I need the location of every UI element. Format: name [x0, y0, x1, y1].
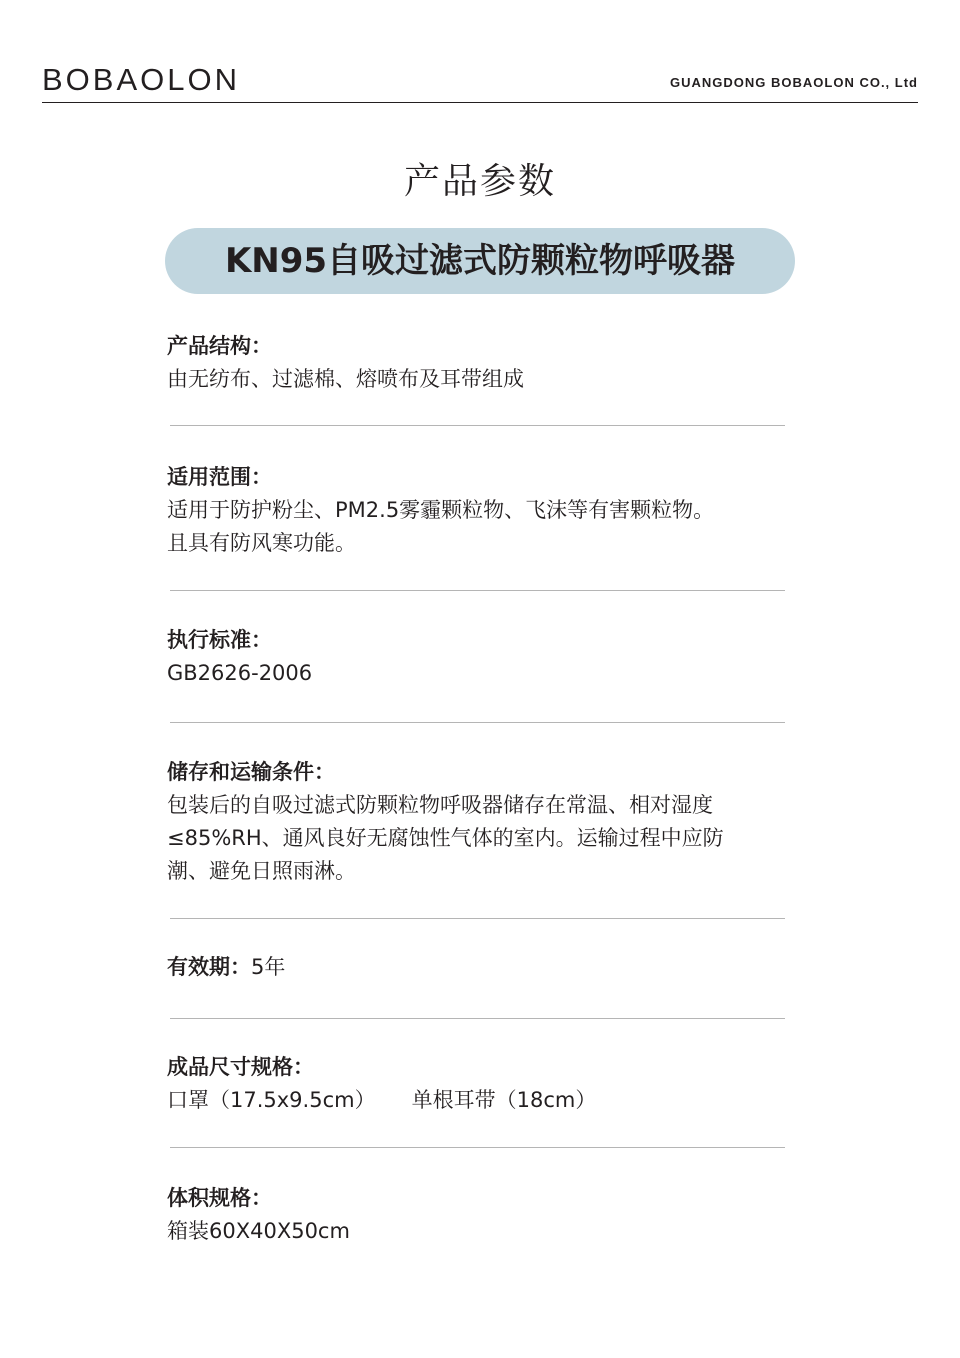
- page-title: 产品参数: [403, 161, 556, 202]
- section-volume: [167, 1182, 793, 1248]
- page-header: [42, 58, 918, 103]
- divider: [170, 918, 785, 919]
- structure-text: 由无纺布、过滤棉、熔喷布及耳带组成: [167, 367, 524, 391]
- divider: [170, 425, 785, 426]
- size-label: 成品尺寸规格：: [167, 1055, 314, 1079]
- section-validity: [167, 951, 793, 984]
- standard-text: GB2626-2006: [167, 661, 313, 685]
- storage-text-line1: 包装后的自吸过滤式防颗粒物呼吸器储存在常温、相对湿度: [167, 793, 713, 817]
- earloop-size: 单根耳带（18cm）: [411, 1088, 597, 1112]
- section-size: [167, 1051, 793, 1117]
- storage-text-line3: 潮、避免日照雨淋。: [167, 859, 356, 883]
- validity-text: 5年: [251, 955, 286, 979]
- divider: [170, 590, 785, 591]
- brand-logo: BOBAOLON: [42, 62, 240, 97]
- size-values: [167, 1084, 793, 1117]
- scope-label: 适用范围：: [167, 465, 272, 489]
- scope-text-line2: 且具有防风寒功能。: [167, 531, 356, 555]
- volume-text: 箱装60X40X50cm: [167, 1219, 350, 1243]
- scope-text-line1: 适用于防护粉尘、PM2.5雾霾颗粒物、飞沫等有害颗粒物。: [167, 498, 715, 522]
- company-name: GUANGDONG BOBAOLON CO., Ltd: [670, 75, 918, 90]
- validity-label: 有效期：: [167, 955, 251, 979]
- standard-label: 执行标准：: [167, 628, 272, 652]
- section-storage: [167, 756, 793, 888]
- section-structure: [167, 330, 793, 396]
- product-name-banner: KN95自吸过滤式防颗粒物呼吸器: [165, 228, 795, 294]
- section-standard: [167, 624, 793, 690]
- divider: [170, 722, 785, 723]
- mask-size: 口罩（17.5x9.5cm）: [167, 1088, 376, 1112]
- volume-label: 体积规格：: [167, 1186, 272, 1210]
- storage-text-line2: ≤85%RH、通风良好无腐蚀性气体的室内。运输过程中应防: [167, 826, 724, 850]
- section-scope: [167, 461, 793, 560]
- structure-label: 产品结构：: [167, 334, 272, 358]
- divider: [170, 1018, 785, 1019]
- divider: [170, 1147, 785, 1148]
- storage-label: 储存和运输条件：: [167, 760, 335, 784]
